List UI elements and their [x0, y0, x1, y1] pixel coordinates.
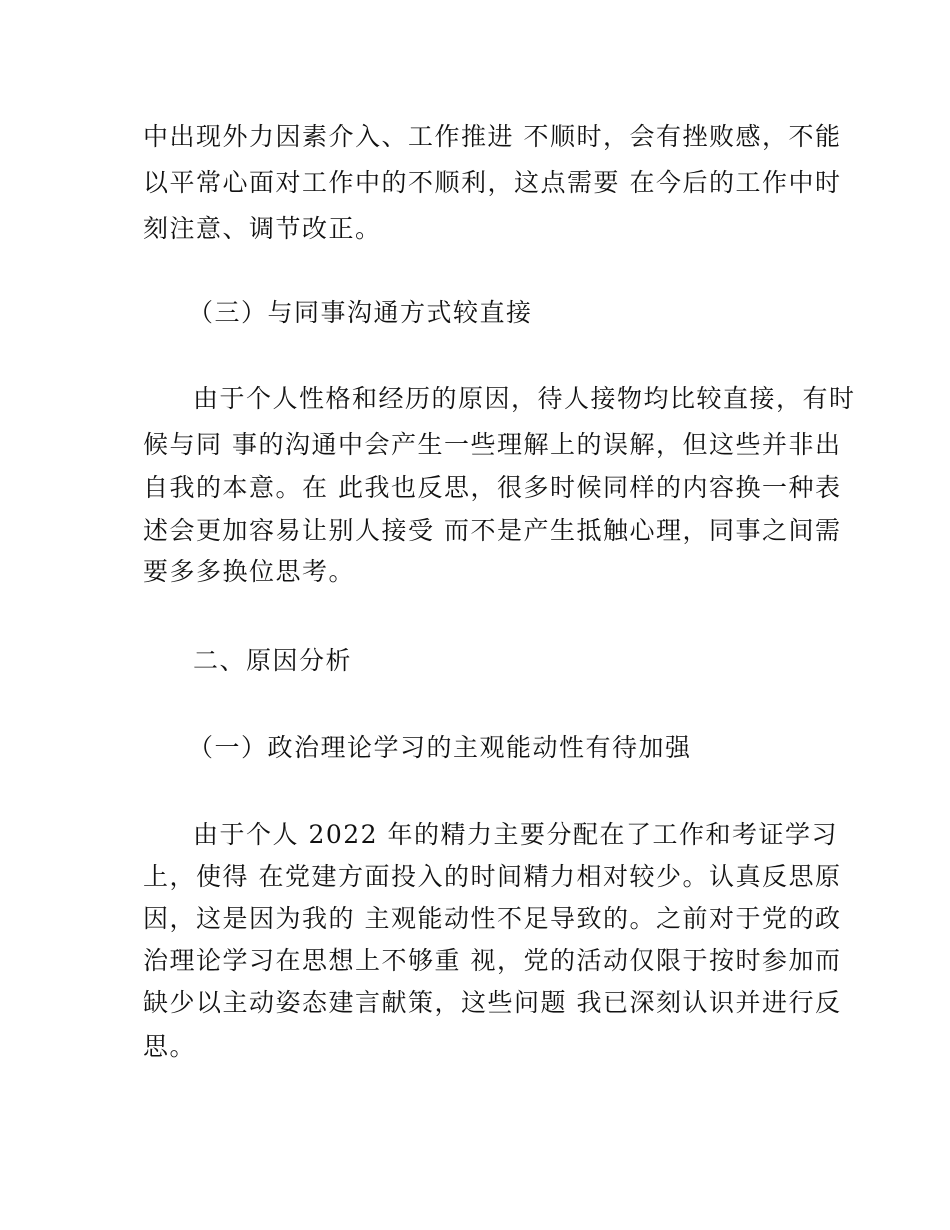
body-text-line: 以平常心面对工作中的不顺利，这点需要 在今后的工作中时 — [143, 168, 842, 197]
body-text-line: 刻注意、调节改正。 — [143, 214, 382, 243]
body-text-line: 中出现外力因素介入、工作推进 不顺时，会有挫败感，不能 — [143, 122, 842, 151]
subsection-heading: （三）与同事沟通方式较直接 — [188, 298, 533, 327]
body-text-line: 上，使得 在党建方面投入的时间精力相对较少。认真反思原 — [143, 862, 842, 891]
section-heading: 二、原因分析 — [193, 646, 353, 675]
subsection-heading: （一）政治理论学习的主观能动性有待加强 — [188, 733, 692, 762]
body-text-line: 候与同 事的沟通中会产生一些理解上的误解，但这些并非出 — [143, 430, 842, 459]
body-text-line: 要多多换位思考。 — [143, 557, 356, 586]
body-text-line: 由于个人性格和经历的原因，待人接物均比较直接，有时 — [193, 384, 856, 413]
body-text-line: 因，这是因为我的 主观能动性不足导致的。之前对于党的政 — [143, 904, 842, 933]
body-text-line: 自我的本意。在 此我也反思，很多时候同样的内容换一种表 — [143, 473, 842, 502]
body-text-line: 由于个人 2022 年的精力主要分配在了工作和考证学习 — [193, 820, 839, 849]
body-text-line: 治理论学习在思想上不够重 视，党的活动仅限于按时参加而 — [143, 946, 842, 975]
body-text-line: 述会更加容易让别人接受 而不是产生抵触心理，同事之间需 — [143, 516, 842, 545]
body-text-line: 缺少以主动姿态建言献策，这些问题 我已深刻认识并进行反 — [143, 988, 842, 1017]
body-text-line: 思。 — [143, 1032, 197, 1061]
